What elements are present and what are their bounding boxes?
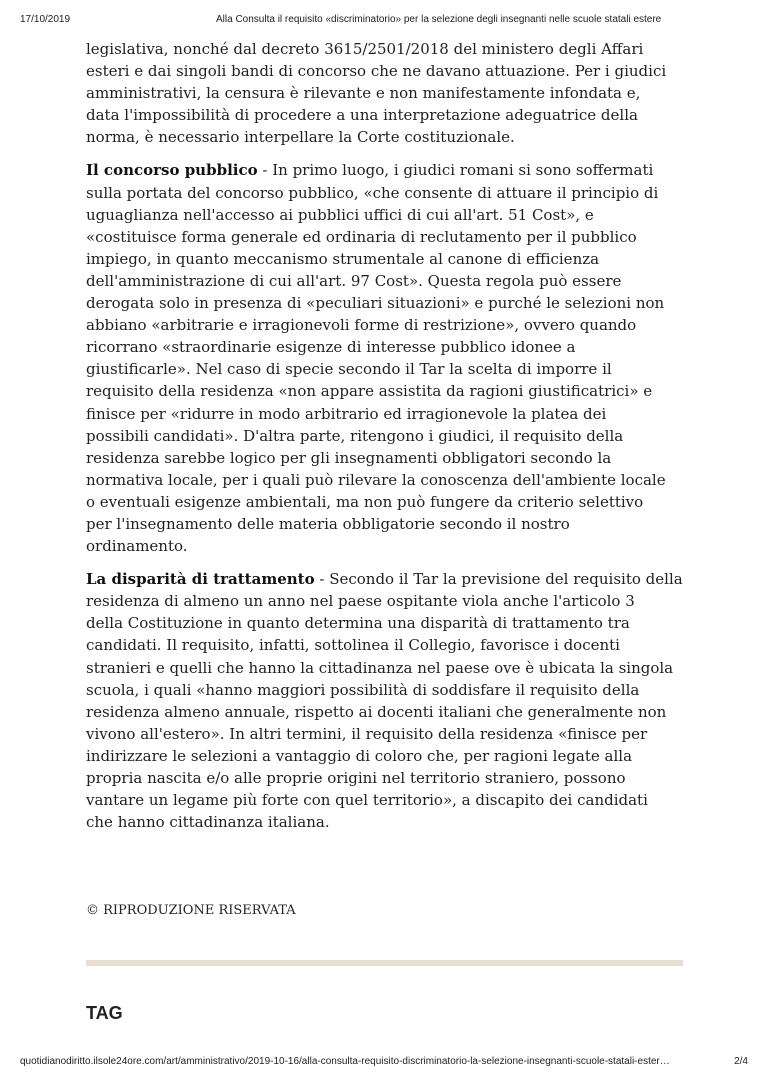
paragraph-disparita-trattamento bbox=[86, 568, 688, 833]
print-header bbox=[20, 14, 748, 30]
print-footer bbox=[20, 1056, 748, 1070]
print-page-title: Alla Consulta il requisito «discriminatorio» per la selezione degli insegnanti nelle scuole statali estere bbox=[216, 14, 662, 25]
paragraph-intro: legislativa, nonché dal decreto 3615/2501/2018 del ministero degli Affari esteri e dai singoli bandi di concorso che ne davano attuazione. Per i giudici amministrativi, la censura è rilevante e non manifestamente infondata e, data l'impossibilità di procedere a una interpretazione adeguatrice della norma, è necessario interpellare la Corte costituzionale. bbox=[86, 40, 667, 147]
print-date: 17/10/2019 bbox=[20, 14, 71, 25]
section-divider bbox=[86, 960, 683, 966]
copyright-notice: © RIPRODUZIONE RISERVATA bbox=[86, 903, 296, 918]
page-number: 2/4 bbox=[734, 1056, 748, 1067]
paragraph-text: - Secondo il Tar la previsione del requisito della residenza di almeno un anno nel paese ospitante viola anche l'articolo 3 della Costituzione in quanto determina una disparità di trattamento tra candidati. Il requisito, infatti, sottolinea il Collegio, favorisce i docenti stranieri e quelli che hanno la cittadinanza nel paese ove è ubicata la singola scuola, i quali «hanno maggiori possibilità di soddisfare il requisito della residenza almeno annuale, rispetto ai docenti italiani che generalmente non vivono all'estero». In altri termini, il requisito della residenza «finisce per indirizzare le selezioni a vantaggio di coloro che, per ragioni legate alla propria nascita e/o alle proprie origini nel territorio straniero, possono vantare un legame più forte con quel territorio», a discapito dei candidati che hanno cittadinanza italiana. bbox=[86, 570, 683, 832]
tag-section-heading: TAG bbox=[86, 1003, 123, 1023]
article-body bbox=[86, 38, 688, 844]
paragraph-concorso-pubblico bbox=[86, 159, 688, 557]
section-heading-concorso-pubblico: Il concorso pubblico bbox=[86, 161, 258, 180]
paragraph-text: - In primo luogo, i giudici romani si sono soffermati sulla portata del concorso pubblico, «che consente di attuare il principio di uguaglianza nell'accesso ai pubblici uffici di cui all'art. 51 Cost», e «costituisce forma generale ed ordinaria di reclutamento per il pubblico impiego, in quanto meccanismo strumentale al canone di efficienza dell'amministrazione di cui all'art. 97 Cost». Questa regola può essere derogata solo in presenza di «peculiari situazioni» e purché le selezioni non abbiano «arbitrarie e irragionevoli forme di restrizione», ovvero quando ricorrano «straordinarie esigenze di interesse pubblico idonee a giustificarle». Nel caso di specie secondo il Tar la scelta di imporre il requisito della residenza «non appare assistita da ragioni giustificatrici» e finisce per «ridurre in modo arbitrario ed irragionevole la platea dei possibili candidati». D'altra parte, ritengono i giudici, il requisito della residenza sarebbe logico per gli insegnamenti obbligatori secondo la normativa locale, per i quali può rilevare la conoscenza dell'ambiente locale o eventuali esigenze ambientali, ma non può fungere da criterio selettivo per l'insegnamento delle materia obbligatorie secondo il nostro ordinamento. bbox=[86, 161, 666, 556]
section-heading-disparita: La disparità di trattamento bbox=[86, 570, 315, 589]
print-url: quotidianodiritto.ilsole24ore.com/art/amministrativo/2019-10-16/alla-consulta-requisito-discriminatorio-la-selezione-insegnanti-scuole-statali-ester… bbox=[20, 1056, 670, 1067]
